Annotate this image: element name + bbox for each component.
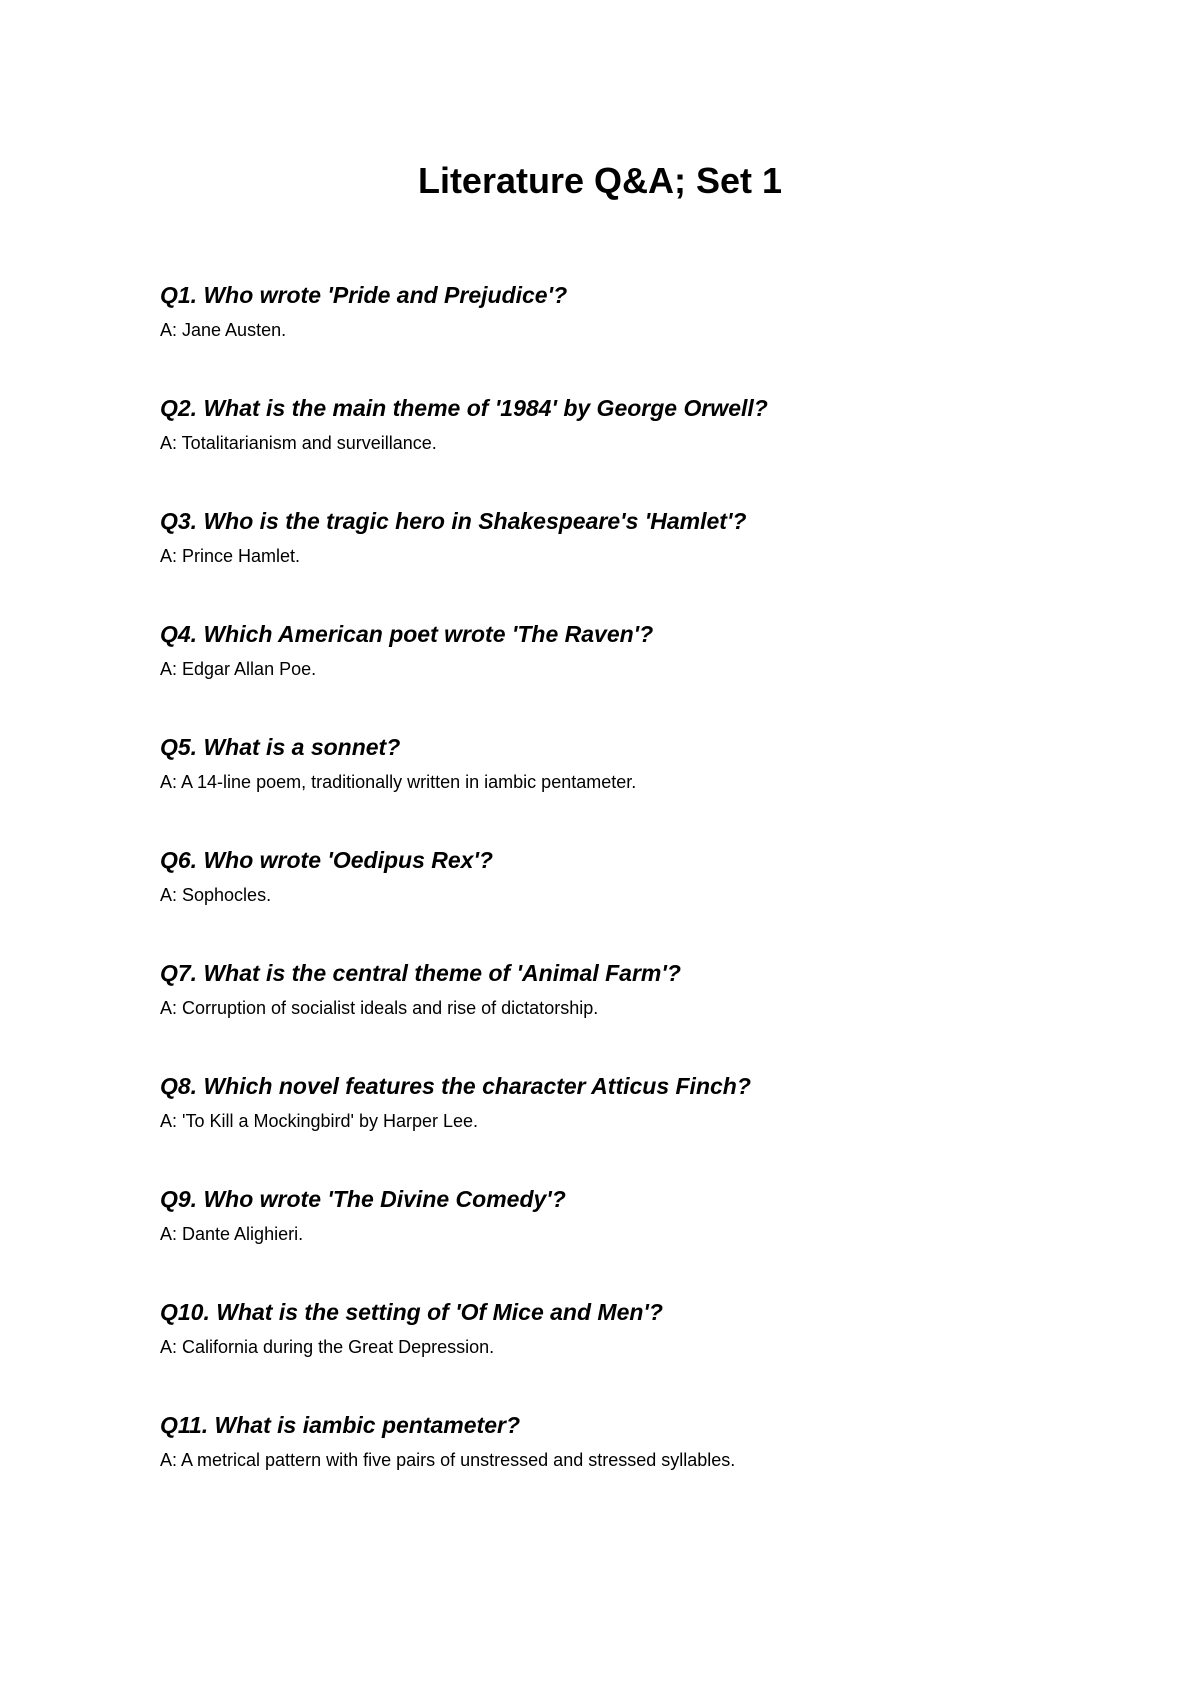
qa-item-11 [160,1410,1120,1523]
qa-item-8 [160,1071,1120,1184]
qa-list [160,280,1120,1523]
qa-item-5 [160,732,1120,845]
answer-1: A: Jane Austen. [160,320,287,340]
qa-item-2 [160,393,1120,506]
answer-11: A: A metrical pattern with five pairs of unstressed and stressed syllables. [160,1450,736,1470]
qa-item-4 [160,619,1120,732]
qa-item-1 [160,280,1120,393]
question-2: Q2. What is the main theme of '1984' by George Orwell? [160,395,768,421]
answer-9: A: Dante Alighieri. [160,1224,304,1244]
question-6: Q6. Who wrote 'Oedipus Rex'? [160,847,493,873]
question-9: Q9. Who wrote 'The Divine Comedy'? [160,1186,566,1212]
answer-7: A: Corruption of socialist ideals and rise of dictatorship. [160,998,599,1018]
answer-8: A: 'To Kill a Mockingbird' by Harper Lee. [160,1111,479,1131]
question-5: Q5. What is a sonnet? [160,734,401,760]
qa-item-7 [160,958,1120,1071]
answer-3: A: Prince Hamlet. [160,546,301,566]
qa-item-9 [160,1184,1120,1297]
question-1: Q1. Who wrote 'Pride and Prejudice'? [160,282,568,308]
answer-5: A: A 14-line poem, traditionally written in iambic pentameter. [160,772,637,792]
qa-item-10 [160,1297,1120,1410]
answer-2: A: Totalitarianism and surveillance. [160,433,437,453]
question-8: Q8. Which novel features the character Atticus Finch? [160,1073,751,1099]
qa-item-3 [160,506,1120,619]
document-title: Literature Q&A; Set 1 [417,160,783,201]
answer-6: A: Sophocles. [160,885,272,905]
question-3: Q3. Who is the tragic hero in Shakespeare's 'Hamlet'? [160,508,747,534]
answer-10: A: California during the Great Depression. [160,1337,495,1357]
question-4: Q4. Which American poet wrote 'The Raven'? [160,621,654,647]
question-11: Q11. What is iambic pentameter? [160,1412,521,1438]
question-7: Q7. What is the central theme of 'Animal Farm'? [160,960,681,986]
question-10: Q10. What is the setting of 'Of Mice and Men'? [160,1299,663,1325]
answer-4: A: Edgar Allan Poe. [160,659,317,679]
qa-item-6 [160,845,1120,958]
